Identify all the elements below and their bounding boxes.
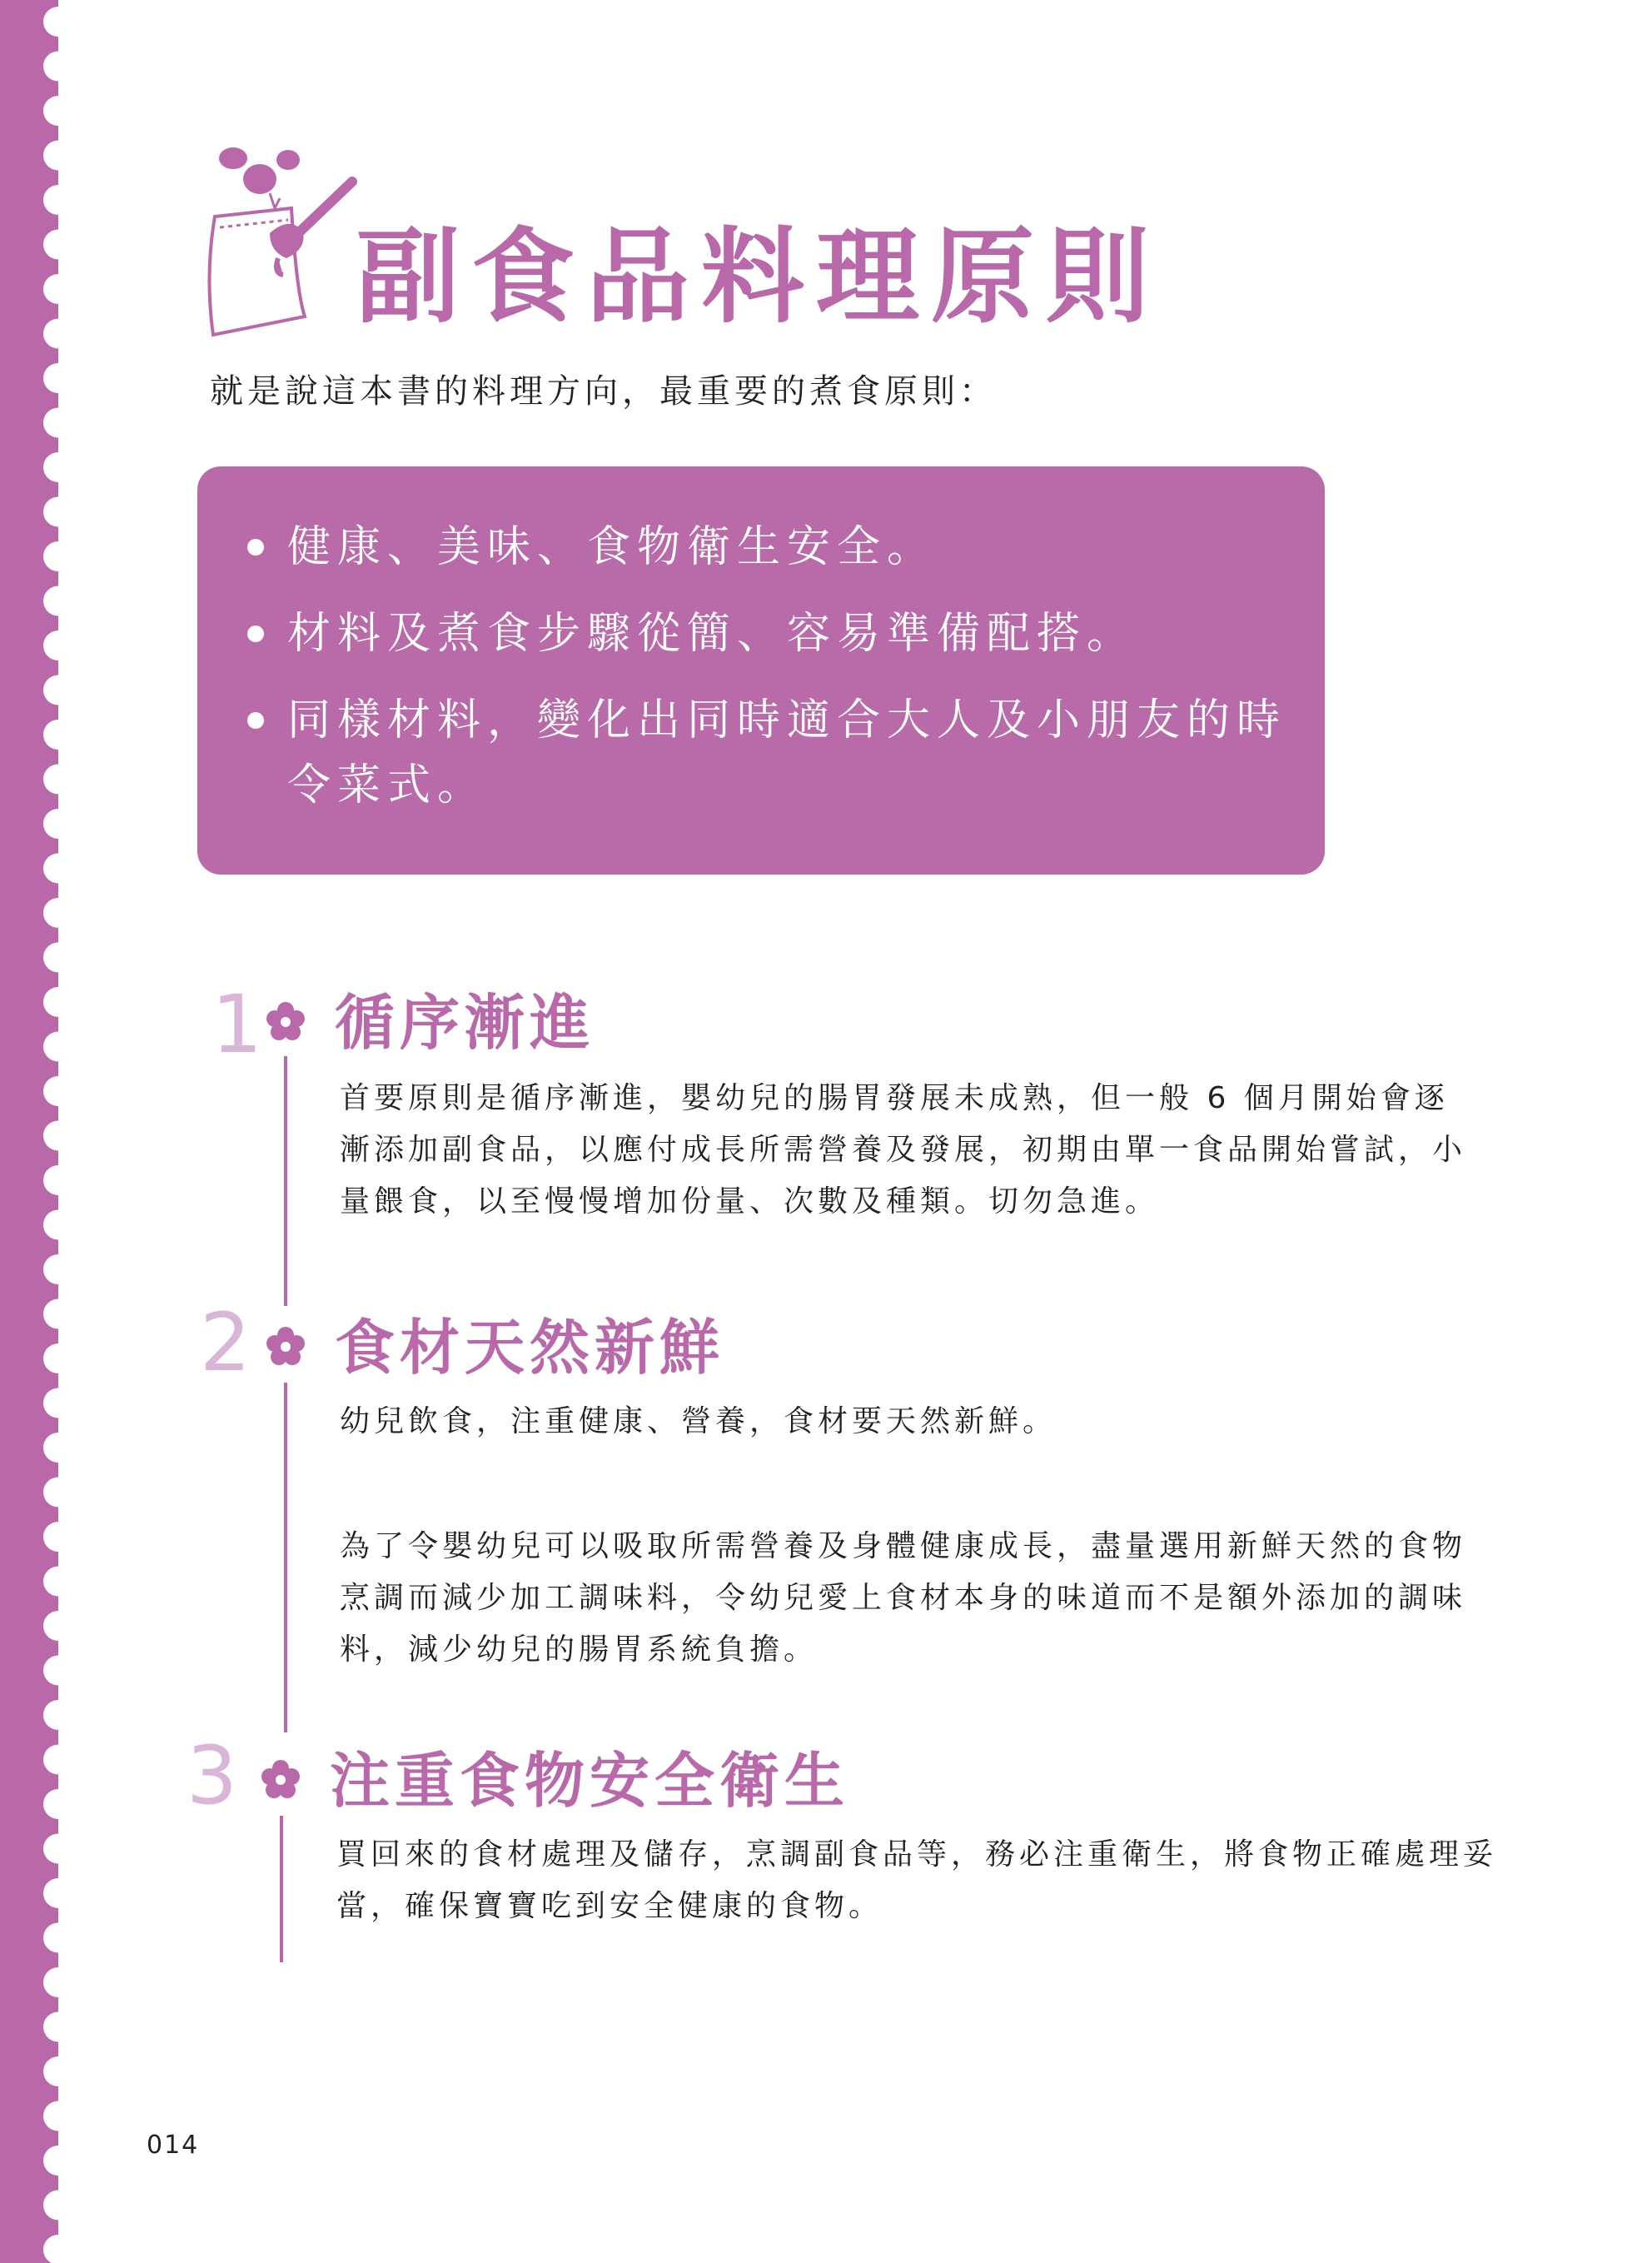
page-number: 014: [147, 2131, 200, 2160]
summary-bullet-text: 材料及煮食步驟從簡、容易準備配搭。: [287, 609, 1137, 659]
spoon-and-bag-icon: [198, 142, 365, 350]
section-number: 3: [187, 1729, 238, 1822]
section-number: 1: [211, 978, 263, 1071]
flower-icon: [265, 1326, 306, 1368]
summary-bullet: [247, 688, 1288, 818]
section-paragraph: 買回來的食材處理及儲存，烹調副食品等，務必注重衛生，將食物正確處理妥當，確保寶寶吃到安全健康的食物。: [336, 1837, 1498, 1923]
summary-bullet-text: 健康、美味、食物衛生安全。: [287, 522, 938, 572]
section-heading: 食材天然新鮮: [335, 1313, 725, 1383]
timeline-line: [284, 1383, 287, 1732]
bullet-dot-icon: [247, 712, 264, 729]
page-title: 副食品料理原則: [356, 217, 1162, 337]
timeline-line: [280, 1816, 283, 1962]
bullet-dot-icon: [247, 539, 264, 556]
summary-bullet-text: 同樣材料，變化出同時適合大人及小朋友的時令菜式。: [287, 695, 1287, 810]
section-paragraph: 首要原則是循序漸進，嬰幼兒的腸胃發展未成熟，但一般 6 個月開始會逐漸添加副食品，以應付成長所需營養及發展，初期由單一食品開始嘗試，小量餵食，以至慢慢增加份量、次數及種類。切勿急進。: [340, 1081, 1467, 1219]
timeline-line: [284, 1056, 287, 1306]
section-heading: 注重食物安全衛生: [330, 1746, 850, 1816]
bullet-dot-icon: [247, 626, 264, 642]
section-paragraph: 幼兒飲食，注重健康、營養，食材要天然新鮮。: [340, 1404, 1057, 1438]
flower-icon: [265, 1001, 306, 1043]
section-number: 2: [200, 1296, 251, 1389]
section-heading: 循序漸進: [335, 988, 595, 1058]
section-paragraph: 為了令嬰幼兒可以吸取所需營養及身體健康成長，盡量選用新鮮天然的食物烹調而減少加工調味料，令幼兒愛上食材本身的味道而不是額外添加的調味料，減少幼兒的腸胃系統負擔。: [340, 1529, 1467, 1667]
page-subtitle: 就是說這本書的料理方向，最重要的煮食原則：: [210, 372, 997, 411]
summary-bullet: [247, 515, 1280, 580]
scalloped-edge-decoration: [0, 0, 83, 2263]
summary-bullet: [247, 601, 1280, 666]
flower-icon: [260, 1759, 301, 1801]
